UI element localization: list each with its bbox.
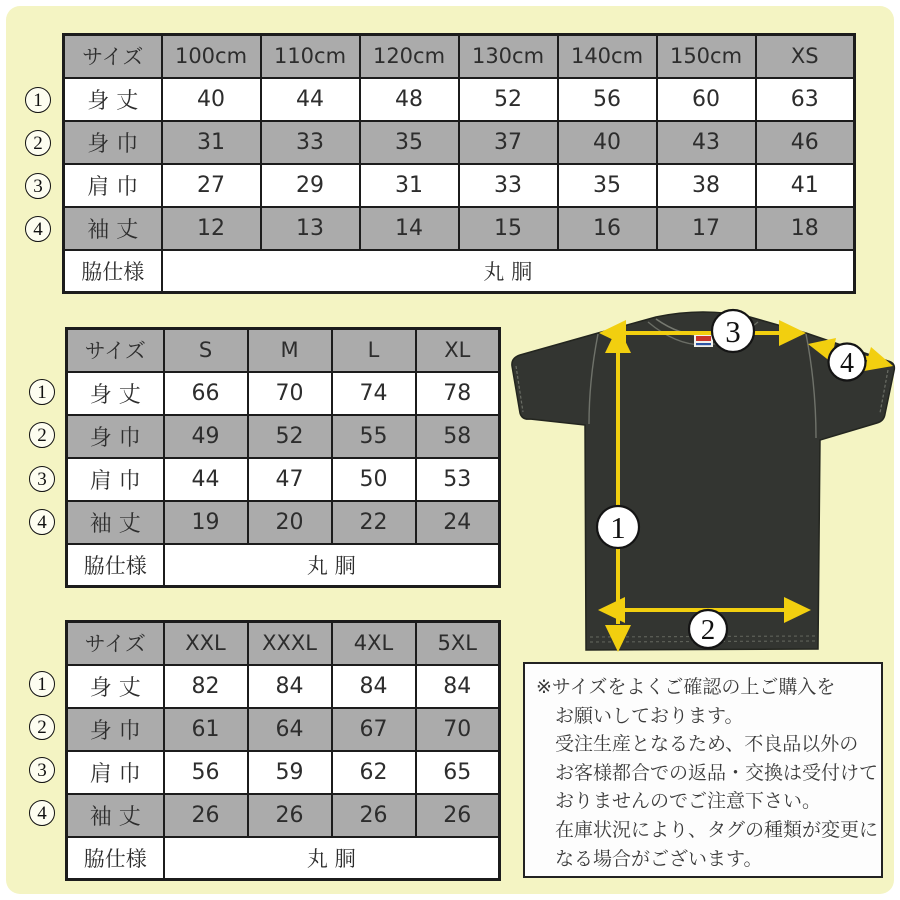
measurement-value-cell: 82 — [164, 665, 248, 708]
measurement-value-cell: 63 — [756, 78, 855, 121]
svg-text:1: 1 — [610, 510, 626, 545]
measurement-value-cell: 31 — [162, 121, 261, 164]
plus-size-table — [65, 620, 501, 881]
measurement-value-cell: 78 — [416, 372, 500, 415]
measurement-value-cell: 66 — [164, 372, 248, 415]
measurement-value-cell: 84 — [332, 665, 416, 708]
measurement-value-cell: 41 — [756, 164, 855, 207]
measurement-value-cell: 33 — [459, 164, 558, 207]
measurement-value-cell: 14 — [360, 207, 459, 250]
column-header-cell: 100cm — [162, 35, 261, 78]
measurement-value-cell: 27 — [162, 164, 261, 207]
row-label-cell: 袖 丈 — [67, 501, 164, 544]
measurement-value-cell: 29 — [261, 164, 360, 207]
measurement-value-cell: 44 — [261, 78, 360, 121]
footer-label-cell: 脇仕様 — [67, 544, 164, 587]
column-header-cell: S — [164, 329, 248, 372]
measurement-value-cell: 46 — [756, 121, 855, 164]
svg-text:2: 2 — [700, 614, 716, 646]
measurement-value-cell: 26 — [248, 794, 332, 837]
measurement-value-cell: 74 — [332, 372, 416, 415]
measurement-value-cell: 31 — [360, 164, 459, 207]
marker-2 — [689, 610, 727, 648]
row-number-circle: 2 — [25, 130, 51, 156]
column-header-cell: 150cm — [657, 35, 756, 78]
measurement-row — [67, 708, 500, 751]
column-header-cell: XL — [416, 329, 500, 372]
measurement-value-cell: 61 — [164, 708, 248, 751]
row-label-cell: 肩 巾 — [64, 164, 162, 207]
measurement-value-cell: 59 — [248, 751, 332, 794]
measurement-value-cell: 38 — [657, 164, 756, 207]
measurement-value-cell: 35 — [558, 164, 657, 207]
footer-value-cell: 丸 胴 — [162, 250, 855, 293]
measurement-value-cell: 17 — [657, 207, 756, 250]
row-number-circle: 3 — [25, 173, 51, 199]
measurement-value-cell: 52 — [459, 78, 558, 121]
marker-3 — [712, 310, 754, 352]
measurement-value-cell: 49 — [164, 415, 248, 458]
row-label-cell: 身 巾 — [67, 415, 164, 458]
measurement-value-cell: 22 — [332, 501, 416, 544]
column-header-cell: 4XL — [332, 622, 416, 665]
notice-line: ※サイズをよくご確認の上ご購入を — [536, 676, 836, 698]
row-number-circle: 1 — [29, 671, 55, 697]
measurement-row — [67, 794, 500, 837]
measurement-value-cell: 70 — [416, 708, 500, 751]
measurement-value-cell: 40 — [162, 78, 261, 121]
column-header-cell: XXXL — [248, 622, 332, 665]
measurement-value-cell: 12 — [162, 207, 261, 250]
marker-4 — [829, 344, 866, 381]
measurement-value-cell: 26 — [332, 794, 416, 837]
measurement-value-cell: 16 — [558, 207, 657, 250]
kids-size-table — [62, 33, 856, 294]
footer-label-cell: 脇仕様 — [64, 250, 162, 293]
measurement-value-cell: 70 — [248, 372, 332, 415]
notice-line: 受注生産となるため、不良品以外の — [555, 733, 859, 756]
svg-text:4: 4 — [840, 348, 854, 379]
row-number-circle: 2 — [29, 422, 55, 448]
column-header-cell: XS — [756, 35, 855, 78]
column-header-cell: 130cm — [459, 35, 558, 78]
row-number-circle: 1 — [29, 379, 55, 405]
measurement-value-cell: 33 — [261, 121, 360, 164]
measurement-value-cell: 35 — [360, 121, 459, 164]
measurement-row — [64, 207, 855, 250]
measurement-value-cell: 40 — [558, 121, 657, 164]
row-label-cell: 肩 巾 — [67, 751, 164, 794]
column-header-cell: 110cm — [261, 35, 360, 78]
measurement-value-cell: 18 — [756, 207, 855, 250]
measurement-row — [64, 121, 855, 164]
measurement-value-cell: 13 — [261, 207, 360, 250]
row-label-cell: 身 丈 — [64, 78, 162, 121]
measurement-value-cell: 60 — [657, 78, 756, 121]
measurement-value-cell: 37 — [459, 121, 558, 164]
column-header-cell: M — [248, 329, 332, 372]
measurement-row — [64, 164, 855, 207]
measurement-value-cell: 53 — [416, 458, 500, 501]
notice-line: なる場合がございます。 — [555, 847, 763, 870]
measurement-value-cell: 43 — [657, 121, 756, 164]
column-header-cell: 5XL — [416, 622, 500, 665]
measurement-row — [67, 458, 500, 501]
measurement-row — [67, 665, 500, 708]
notice-line: 在庫状況により、タグの種類が変更に — [555, 818, 879, 841]
row-label-cell: 身 巾 — [67, 708, 164, 751]
measurement-value-cell: 50 — [332, 458, 416, 501]
measurement-value-cell: 65 — [416, 751, 500, 794]
row-number-circle: 1 — [25, 87, 51, 113]
measurement-row — [67, 372, 500, 415]
column-header-cell: 140cm — [558, 35, 657, 78]
tshirt-measurement-diagram — [495, 298, 900, 670]
measurement-value-cell: 26 — [416, 794, 500, 837]
measurement-value-cell: 62 — [332, 751, 416, 794]
row-label-cell: 袖 丈 — [64, 207, 162, 250]
size-header-cell: サイズ — [64, 35, 162, 78]
measurement-row — [67, 415, 500, 458]
notice-line: おりませんのでご注意下さい。 — [555, 790, 822, 813]
size-header-cell: サイズ — [67, 622, 164, 665]
measurement-value-cell: 47 — [248, 458, 332, 501]
measurement-value-cell: 24 — [416, 501, 500, 544]
row-label-cell: 身 丈 — [67, 665, 164, 708]
size-header-cell: サイズ — [67, 329, 164, 372]
neck-brand-tag — [694, 334, 713, 347]
row-label-cell: 肩 巾 — [67, 458, 164, 501]
measurement-value-cell: 56 — [558, 78, 657, 121]
measurement-value-cell: 84 — [416, 665, 500, 708]
column-header-cell: XXL — [164, 622, 248, 665]
measurement-value-cell: 15 — [459, 207, 558, 250]
measurement-value-cell: 48 — [360, 78, 459, 121]
footer-label-cell: 脇仕様 — [67, 837, 164, 880]
row-number-circle: 3 — [29, 757, 55, 783]
row-number-circle: 2 — [29, 714, 55, 740]
marker-1 — [597, 506, 639, 548]
notice-line: お願いしております。 — [555, 704, 744, 727]
row-number-circle: 4 — [29, 509, 55, 535]
measurement-value-cell: 20 — [248, 501, 332, 544]
measurement-value-cell: 67 — [332, 708, 416, 751]
row-number-circle: 3 — [29, 466, 55, 492]
measurement-value-cell: 26 — [164, 794, 248, 837]
measurement-value-cell: 58 — [416, 415, 500, 458]
measurement-value-cell: 64 — [248, 708, 332, 751]
row-number-circle: 4 — [29, 800, 55, 826]
footer-value-cell: 丸 胴 — [164, 837, 500, 880]
measurement-value-cell: 55 — [332, 415, 416, 458]
svg-text:3: 3 — [725, 314, 741, 349]
row-label-cell: 身 巾 — [64, 121, 162, 164]
measurement-value-cell: 44 — [164, 458, 248, 501]
measurement-row — [64, 78, 855, 121]
measurement-value-cell: 84 — [248, 665, 332, 708]
footer-value-cell: 丸 胴 — [164, 544, 500, 587]
measurement-value-cell: 19 — [164, 501, 248, 544]
adult-size-table — [65, 327, 501, 588]
column-header-cell: L — [332, 329, 416, 372]
row-label-cell: 袖 丈 — [67, 794, 164, 837]
row-number-circle: 4 — [25, 216, 51, 242]
measurement-row — [67, 751, 500, 794]
purchase-notice-box — [523, 662, 883, 878]
measurement-value-cell: 52 — [248, 415, 332, 458]
column-header-cell: 120cm — [360, 35, 459, 78]
row-label-cell: 身 丈 — [67, 372, 164, 415]
measurement-row — [67, 501, 500, 544]
notice-line: お客様都合での返品・交換は受付けて — [555, 761, 879, 784]
measurement-value-cell: 56 — [164, 751, 248, 794]
